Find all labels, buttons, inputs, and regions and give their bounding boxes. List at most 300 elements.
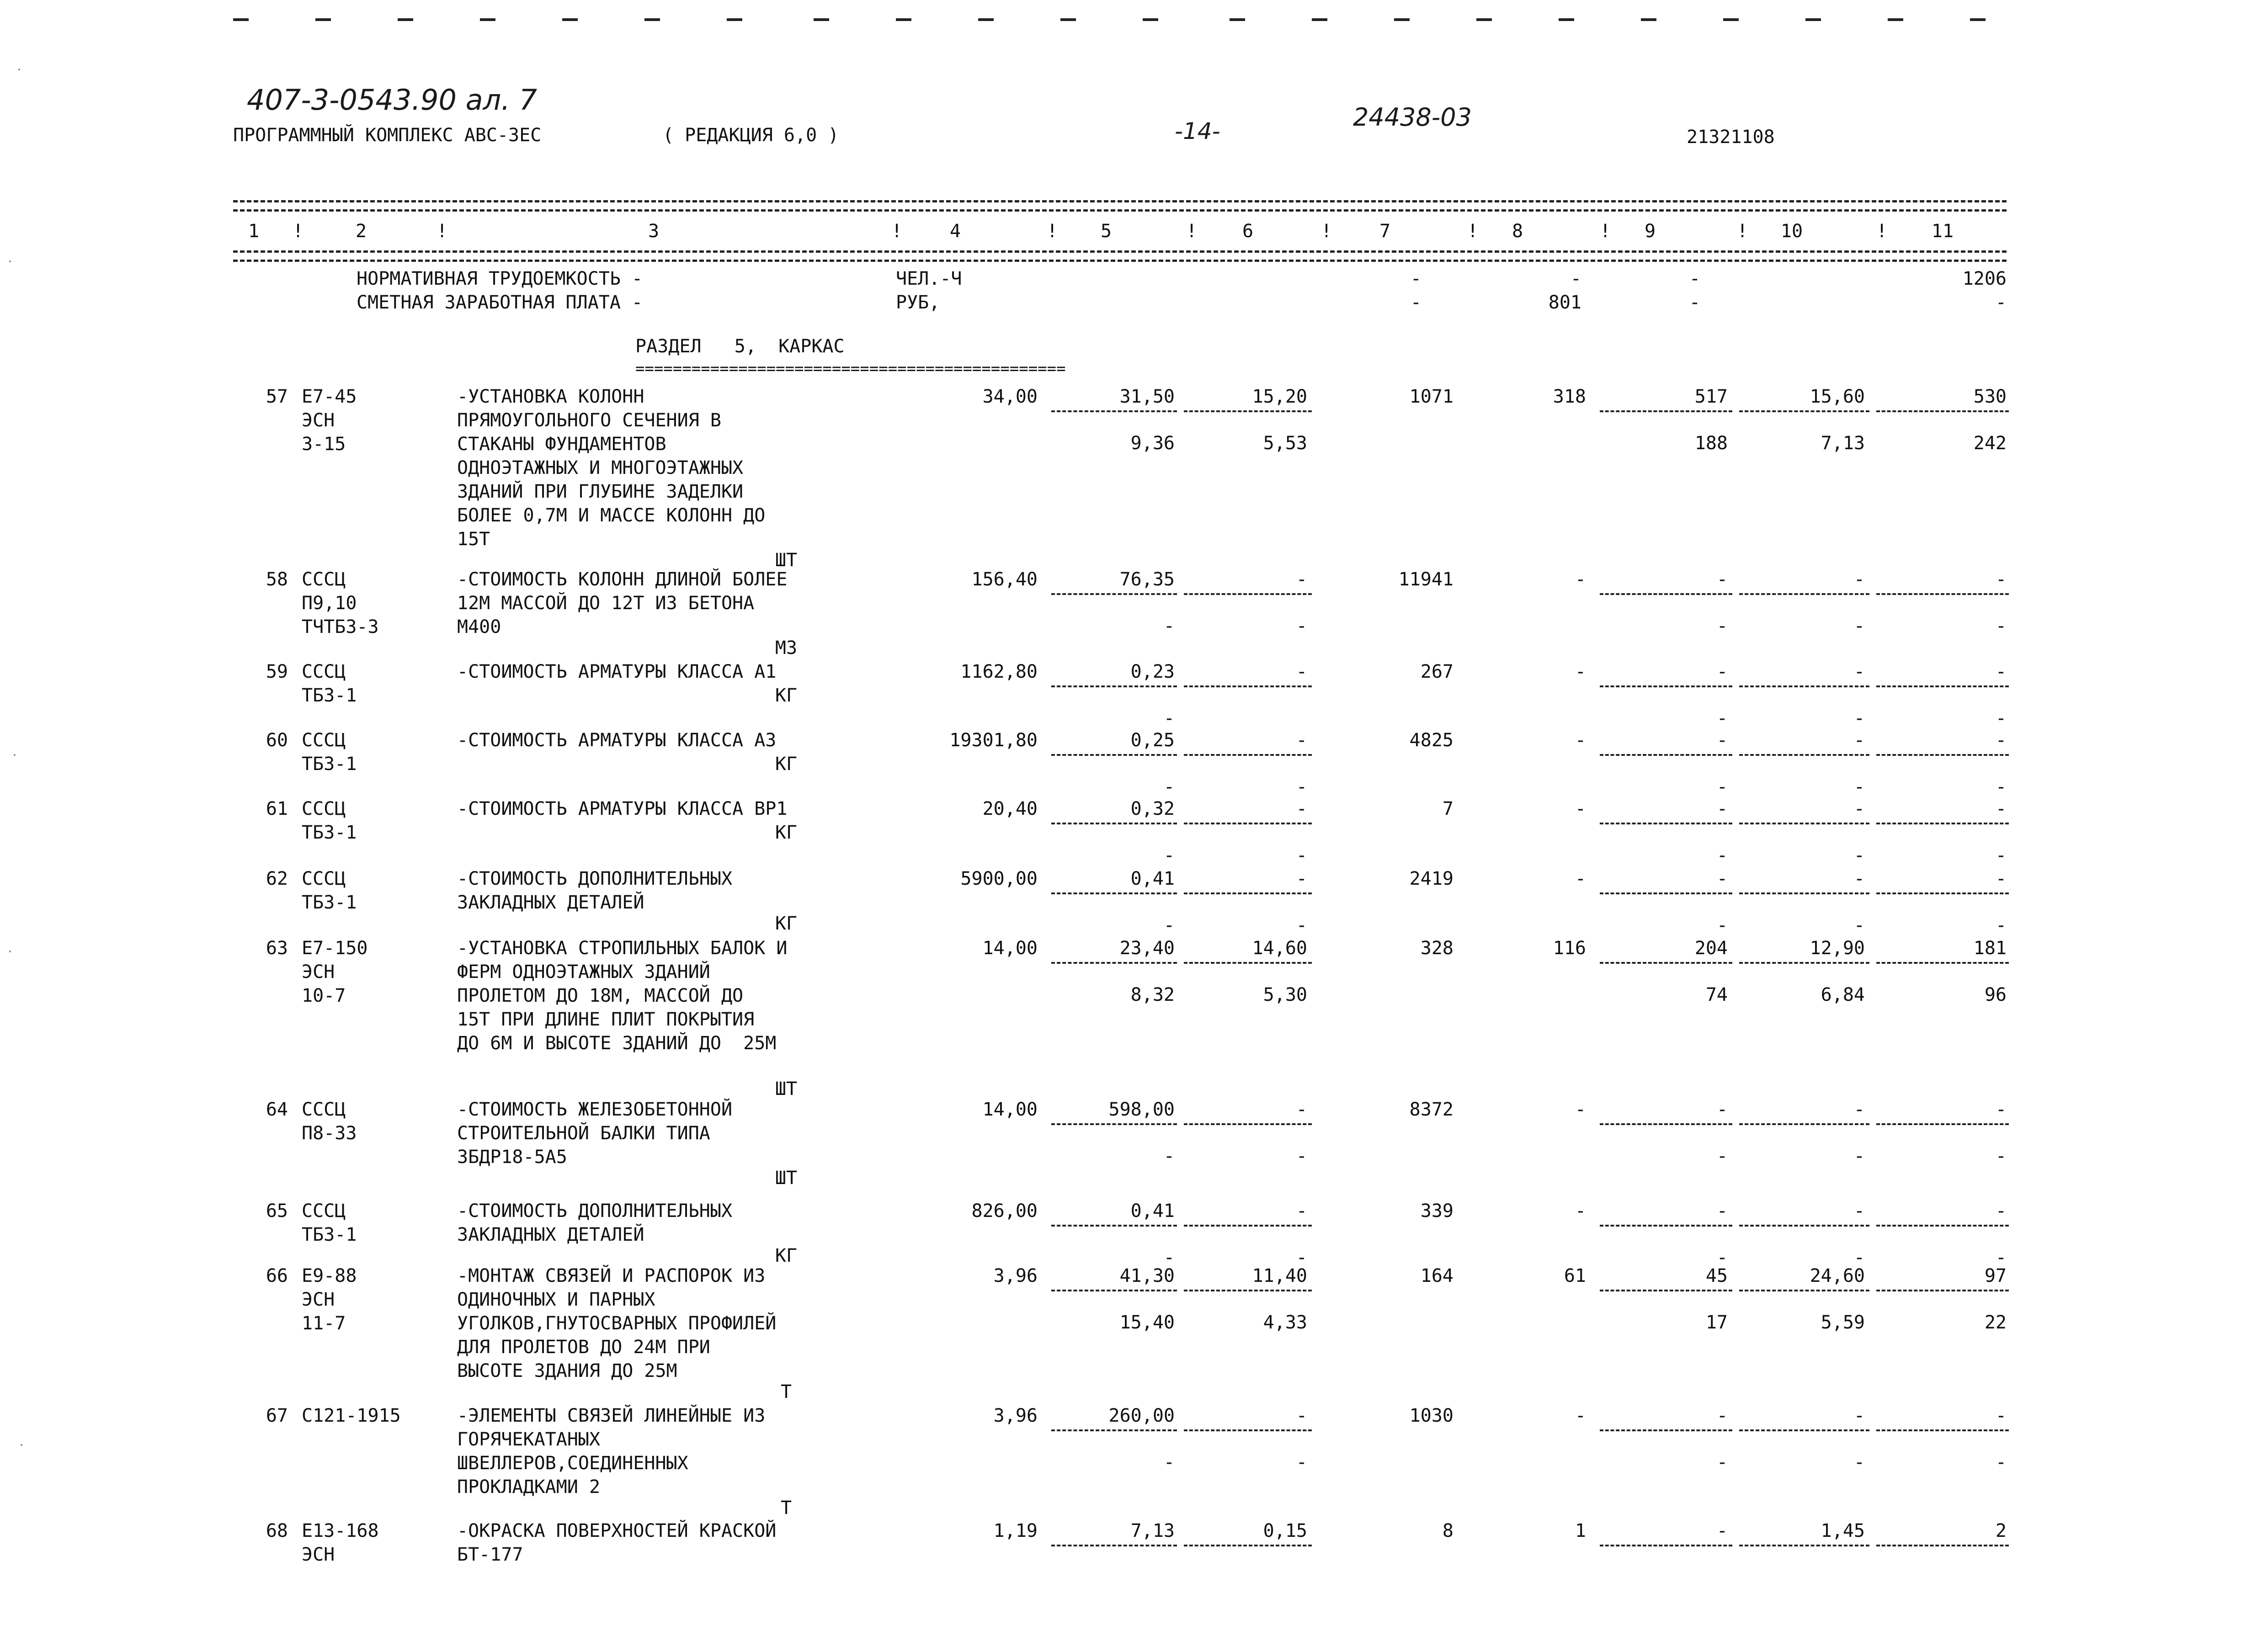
value-separator [1876,685,2009,687]
item-code: СССЦ [302,569,346,590]
value-separator [1184,1429,1312,1431]
item-description: -СТОИМОСТЬ АРМАТУРЫ КЛАССА А3 [457,730,777,751]
item-description: ФЕРМ ОДНОЭТАЖНЫХ ЗДАНИЙ [457,961,710,983]
value-c11: - [1995,569,2007,590]
value-separator [1600,1123,1732,1125]
item-unit: КГ [775,1245,798,1266]
tick-mark [1060,18,1076,21]
tick-mark [1559,18,1574,21]
value-c7: 4825 [1409,730,1453,751]
value-c11: - [1995,1405,2007,1426]
item-unit: ШТ [775,550,798,571]
value-separator [1051,1123,1177,1125]
value-c4: 3,96 [993,1405,1038,1426]
value2-c9: - [1716,1452,1728,1473]
value-separator [1051,1290,1177,1291]
tick-mark [315,18,331,21]
summary-col8: - [1570,268,1581,289]
tick-mark [398,18,413,21]
item-description: -УСТАНОВКА СТРОПИЛЬНЫХ БАЛОК И [457,938,788,959]
tick-mark [814,18,829,21]
item-description: ПРОЛЕТОМ ДО 18М, МАССОЙ ДО [457,985,744,1006]
value-c7: 164 [1420,1265,1453,1286]
value2-c9: 74 [1705,984,1728,1005]
item-number: 61 [266,798,288,819]
value-separator [1739,823,1869,824]
value-c10: - [1853,569,1865,590]
item-description: 3БДР18-5А5 [457,1147,567,1168]
item-code: СССЦ [302,730,346,751]
scan-speck [21,1444,22,1446]
item-description: -СТОИМОСТЬ КОЛОНН ДЛИНОЙ БОЛЕЕ [457,569,788,590]
summary-col9: - [1689,268,1700,289]
value-separator [1876,1225,2009,1227]
value-c5: 0,41 [1130,1200,1175,1222]
value-separator [1876,892,2009,894]
item-description: ЗДАНИЙ ПРИ ГЛУБИНЕ ЗАДЕЛКИ [457,481,744,502]
scan-speck [9,951,11,952]
value-c6: - [1296,569,1307,590]
item-number: 58 [266,569,288,590]
item-code: ТБ3-1 [302,1224,357,1245]
column-number: 4 [949,221,961,242]
item-description: -ОКРАСКА ПОВЕРХНОСТЕЙ КРАСКОЙ [457,1520,777,1541]
item-description: ПРОКЛАДКАМИ 2 [457,1477,601,1498]
value-c9: - [1716,569,1728,590]
value-c11: - [1995,798,2007,819]
value-c8: - [1575,1200,1586,1222]
value-c11: 2 [1995,1520,2007,1541]
column-separator: ! [1876,221,1888,242]
value-separator [1600,1545,1732,1546]
item-description: ЗАКЛАДНЫХ ДЕТАЛЕЙ [457,892,644,913]
value-separator [1876,593,2009,595]
column-separator: ! [1600,221,1611,242]
scan-speck [9,260,11,262]
header-bottom-rule [233,260,2007,262]
item-number: 66 [266,1265,288,1286]
item-description: ЗАКЛАДНЫХ ДЕТАЛЕЙ [457,1224,644,1245]
tick-mark [1888,18,1903,21]
value-c11: 181 [1973,938,2007,959]
value-separator [1739,1429,1869,1431]
value-c10: - [1853,661,1865,682]
item-code: СССЦ [302,798,346,819]
value-c4: 1,19 [993,1520,1038,1541]
value2-c9: - [1716,708,1728,729]
item-number: 65 [266,1200,288,1222]
column-number: 7 [1379,221,1391,242]
value-c4: 14,00 [982,1099,1038,1120]
value-separator [1184,1290,1312,1291]
value-c8: - [1575,569,1586,590]
value-separator [1876,754,2009,756]
item-code: Е13-168 [302,1520,379,1541]
item-description: ДО 6М И ВЫСОТЕ ЗДАНИЙ ДО 25М [457,1033,777,1054]
value-c5: 23,40 [1119,938,1175,959]
value2-c6: 5,30 [1263,984,1307,1005]
item-description: ВЫСОТЕ ЗДАНИЯ ДО 25М [457,1360,677,1381]
value2-c5: - [1163,1247,1175,1268]
value-c4: 20,40 [982,798,1038,819]
value-separator [1600,410,1732,412]
value-c5: 41,30 [1119,1265,1175,1286]
value-separator [1876,1429,2009,1431]
scan-speck [14,754,16,756]
tick-mark [978,18,994,21]
tick-mark [1723,18,1739,21]
value2-c6: - [1296,776,1307,797]
value-separator [1051,1545,1177,1546]
value2-c9: 17 [1705,1312,1728,1333]
item-description: -УСТАНОВКА КОЛОНН [457,386,644,407]
value-separator [1600,962,1732,964]
item-description: ПРЯМОУГОЛЬНОГО СЕЧЕНИЯ В [457,410,721,431]
item-description: ДЛЯ ПРОЛЕТОВ ДО 24М ПРИ [457,1337,710,1358]
summary-col7: - [1410,268,1421,289]
value2-c10: - [1853,1247,1865,1268]
value-separator [1739,1225,1869,1227]
table-top-rule [233,200,2007,202]
tick-mark [1641,18,1656,21]
tick-mark [562,18,578,21]
value-c11: - [1995,1200,2007,1222]
value-c9: - [1716,1520,1728,1541]
value-separator [1600,754,1732,756]
value2-c6: - [1296,1146,1307,1167]
handwritten-code: 407-3-0543.90 ал. 7 [247,83,538,117]
value-c9: - [1716,661,1728,682]
item-number: 67 [266,1405,288,1426]
value2-c10: 7,13 [1821,433,1865,454]
value2-c6: - [1296,915,1307,936]
value-separator [1184,1123,1312,1125]
column-number: 1 [248,221,260,242]
value-c5: 76,35 [1119,569,1175,590]
value-separator [1184,754,1312,756]
value2-c11: 242 [1973,433,2007,454]
value-c6: - [1296,868,1307,889]
value2-c5: - [1163,616,1175,637]
value-c6: 11,40 [1252,1265,1307,1286]
value-c4: 14,00 [982,938,1038,959]
value-c9: - [1716,1099,1728,1120]
item-unit: ШТ [775,1078,798,1100]
item-code: 11-7 [302,1313,346,1334]
item-description: ОДИНОЧНЫХ И ПАРНЫХ [457,1289,655,1310]
item-unit: ШТ [775,1168,798,1189]
value2-c11: - [1995,1452,2007,1473]
value2-c5: - [1163,776,1175,797]
column-number: 8 [1512,221,1523,242]
column-number: 11 [1931,221,1954,242]
tick-mark [1143,18,1158,21]
value-c4: 3,96 [993,1265,1038,1286]
item-unit: Т [780,1498,792,1519]
column-number: 10 [1780,221,1803,242]
value-separator [1739,1290,1869,1291]
value-c10: - [1853,1099,1865,1120]
value-separator [1051,962,1177,964]
tick-mark [1970,18,1986,21]
item-code: П8-33 [302,1123,357,1144]
value-separator [1184,962,1312,964]
item-description: БТ-177 [457,1544,523,1565]
value2-c11: - [1995,616,2007,637]
value-separator [1739,1545,1869,1546]
value-separator [1876,823,2009,824]
value-separator [1739,685,1869,687]
value2-c10: - [1853,616,1865,637]
value-separator [1739,1123,1869,1125]
value-separator [1600,1225,1732,1227]
value2-c6: 4,33 [1263,1312,1307,1333]
item-code: ТБ3-1 [302,685,357,706]
tick-mark [233,18,249,21]
value-c8: - [1575,1099,1586,1120]
item-code: Е7-45 [302,386,357,407]
value-c7: 7 [1442,798,1453,819]
value2-c6: - [1296,1247,1307,1268]
tick-mark [1805,18,1821,21]
value-separator [1600,823,1732,824]
value-separator [1600,593,1732,595]
item-code: С121-1915 [302,1405,401,1426]
summary-col11: 1206 [1962,268,2007,289]
summary-unit: РУБ, [896,292,940,313]
value2-c6: - [1296,616,1307,637]
summary-label: СМЕТНАЯ ЗАРАБОТНАЯ ПЛАТА - [357,292,643,313]
item-code: ЭСН [302,1289,335,1310]
value-c5: 0,23 [1130,661,1175,682]
value-c5: 7,13 [1130,1520,1175,1541]
value-c5: 0,25 [1130,730,1175,751]
item-number: 59 [266,661,288,682]
item-description: -МОНТАЖ СВЯЗЕЙ И РАСПОРОК ИЗ [457,1265,766,1286]
header-bottom-rule [233,250,2007,253]
value2-c10: - [1853,915,1865,936]
value-separator [1184,1225,1312,1227]
value-separator [1876,1545,2009,1546]
value-separator [1600,685,1732,687]
value2-c5: 15,40 [1119,1312,1175,1333]
value-c10: - [1853,1405,1865,1426]
summary-unit: ЧЕЛ.-Ч [896,268,962,289]
item-description: ГОРЯЧЕКАТАНЫХ [457,1429,601,1450]
value-separator [1051,410,1177,412]
item-description: УГОЛКОВ,ГНУТОСВАРНЫХ ПРОФИЛЕЙ [457,1313,777,1334]
item-description: БОЛЕЕ 0,7М И МАССЕ КОЛОНН ДО [457,505,766,526]
value2-c9: - [1716,776,1728,797]
item-description: М400 [457,616,501,637]
value-c8: 318 [1553,386,1586,407]
value-c4: 826,00 [971,1200,1038,1222]
value-separator [1739,410,1869,412]
value2-c11: 96 [1984,984,2007,1005]
tick-mark [727,18,742,21]
section-underline: ============================================== [635,360,1066,378]
value-c11: - [1995,661,2007,682]
value-c10: 24,60 [1810,1265,1865,1286]
column-separator: ! [1467,221,1479,242]
value-separator [1876,410,2009,412]
value-c8: - [1575,661,1586,682]
value2-c5: - [1163,915,1175,936]
value-c4: 1162,80 [960,661,1038,682]
value-c5: 0,32 [1130,798,1175,819]
column-number: 3 [648,221,660,242]
item-number: 68 [266,1520,288,1541]
value-separator [1876,962,2009,964]
value2-c5: - [1163,1452,1175,1473]
summary-col8: 801 [1548,292,1581,313]
item-description: 12М МАССОЙ ДО 12Т ИЗ БЕТОНА [457,593,755,614]
value-separator [1739,892,1869,894]
item-code: 3-15 [302,434,346,455]
value-separator [1184,1545,1312,1546]
tick-mark [644,18,660,21]
item-description: -ЭЛЕМЕНТЫ СВЯЗЕЙ ЛИНЕЙНЫЕ ИЗ [457,1405,766,1426]
tick-mark [1476,18,1492,21]
item-description: ШВЕЛЛЕРОВ,СОЕДИНЕННЫХ [457,1453,688,1474]
value-separator [1051,1225,1177,1227]
value-c6: - [1296,730,1307,751]
value-c11: - [1995,1099,2007,1120]
value2-c11: - [1995,1146,2007,1167]
value-separator [1876,1123,2009,1125]
value2-c9: - [1716,845,1728,866]
value2-c10: 5,59 [1821,1312,1865,1333]
value2-c10: - [1853,776,1865,797]
value-c10: - [1853,798,1865,819]
value-c11: 530 [1973,386,2007,407]
table-top-rule [233,209,2007,212]
value-c5: 0,41 [1130,868,1175,889]
value2-c10: - [1853,1452,1865,1473]
item-description: -СТОИМОСТЬ ДОПОЛНИТЕЛЬНЫХ [457,1200,733,1222]
value-c7: 1071 [1409,386,1453,407]
item-unit: КГ [775,754,798,775]
value2-c11: 22 [1984,1312,2007,1333]
item-number: 62 [266,868,288,889]
tick-mark [1230,18,1245,21]
value2-c11: - [1995,915,2007,936]
item-unit: КГ [775,822,798,843]
column-separator: ! [1737,221,1748,242]
tick-mark [1312,18,1327,21]
item-description: 15Т ПРИ ДЛИНЕ ПЛИТ ПОКРЫТИЯ [457,1009,755,1030]
item-code: П9,10 [302,593,357,614]
value-c5: 31,50 [1119,386,1175,407]
value-c6: 0,15 [1263,1520,1307,1541]
value-separator [1184,685,1312,687]
value2-c11: - [1995,776,2007,797]
value-c10: - [1853,868,1865,889]
value2-c11: - [1995,708,2007,729]
value-c4: 156,40 [971,569,1038,590]
value-c7: 328 [1420,938,1453,959]
value-c9: 517 [1694,386,1728,407]
value2-c10: - [1853,1146,1865,1167]
value-c6: - [1296,661,1307,682]
value-c10: 15,60 [1810,386,1865,407]
item-code: ТБ3-1 [302,892,357,913]
item-description: -СТОИМОСТЬ ДОПОЛНИТЕЛЬНЫХ [457,868,733,889]
value-c11: - [1995,730,2007,751]
tick-mark [480,18,495,21]
item-code: ЭСН [302,1544,335,1565]
column-separator: ! [437,221,448,242]
item-number: 63 [266,938,288,959]
value-separator [1739,593,1869,595]
program-name: ПРОГРАММНЫЙ КОМПЛЕКС АВС-3ЕС [233,125,542,146]
value-c8: - [1575,1405,1586,1426]
value-c8: - [1575,798,1586,819]
value-c9: 204 [1694,938,1728,959]
item-number: 64 [266,1099,288,1120]
value-c6: - [1296,798,1307,819]
value-separator [1184,410,1312,412]
item-code: СССЦ [302,1099,346,1120]
summary-col11: - [1995,292,2007,313]
section-title: РАЗДЕЛ 5, КАРКАС [635,336,845,357]
value-c6: 15,20 [1252,386,1307,407]
summary-col9: - [1689,292,1700,313]
item-description: -СТОИМОСТЬ АРМАТУРЫ КЛАССА ВР1 [457,798,788,819]
value-separator [1739,754,1869,756]
value-c4: 34,00 [982,386,1038,407]
value-c7: 11941 [1398,569,1453,590]
value-separator [1600,1290,1732,1291]
value-c9: - [1716,868,1728,889]
value-separator [1051,754,1177,756]
value-c7: 2419 [1409,868,1453,889]
value2-c10: - [1853,845,1865,866]
item-number: 57 [266,386,288,407]
value-separator [1184,823,1312,824]
item-description: СТРОИТЕЛЬНОЙ БАЛКИ ТИПА [457,1123,710,1144]
column-number: 2 [355,221,367,242]
value2-c11: - [1995,845,2007,866]
value2-c6: 5,53 [1263,433,1307,454]
value2-c5: 9,36 [1130,433,1175,454]
value2-c9: - [1716,1247,1728,1268]
value-c9: 45 [1705,1265,1728,1286]
value-c5: 260,00 [1108,1405,1175,1426]
value2-c10: 6,84 [1821,984,1865,1005]
column-separator: ! [293,221,304,242]
value2-c9: - [1716,1146,1728,1167]
value-c6: 14,60 [1252,938,1307,959]
value-separator [1051,685,1177,687]
value-c8: 61 [1564,1265,1586,1286]
value-separator [1051,593,1177,595]
value-c4: 5900,00 [960,868,1038,889]
value-separator [1051,892,1177,894]
value-c10: - [1853,1200,1865,1222]
value2-c6: - [1296,1452,1307,1473]
value-separator [1184,892,1312,894]
value-c7: 267 [1420,661,1453,682]
value-c7: 8 [1442,1520,1453,1541]
item-code: ТБ3-1 [302,822,357,843]
value-c5: 598,00 [1108,1099,1175,1120]
edition: ( РЕДАКЦИЯ 6,0 ) [663,125,839,146]
value-c8: - [1575,730,1586,751]
value-c7: 1030 [1409,1405,1453,1426]
tick-mark [1394,18,1410,21]
item-code: СССЦ [302,1200,346,1222]
